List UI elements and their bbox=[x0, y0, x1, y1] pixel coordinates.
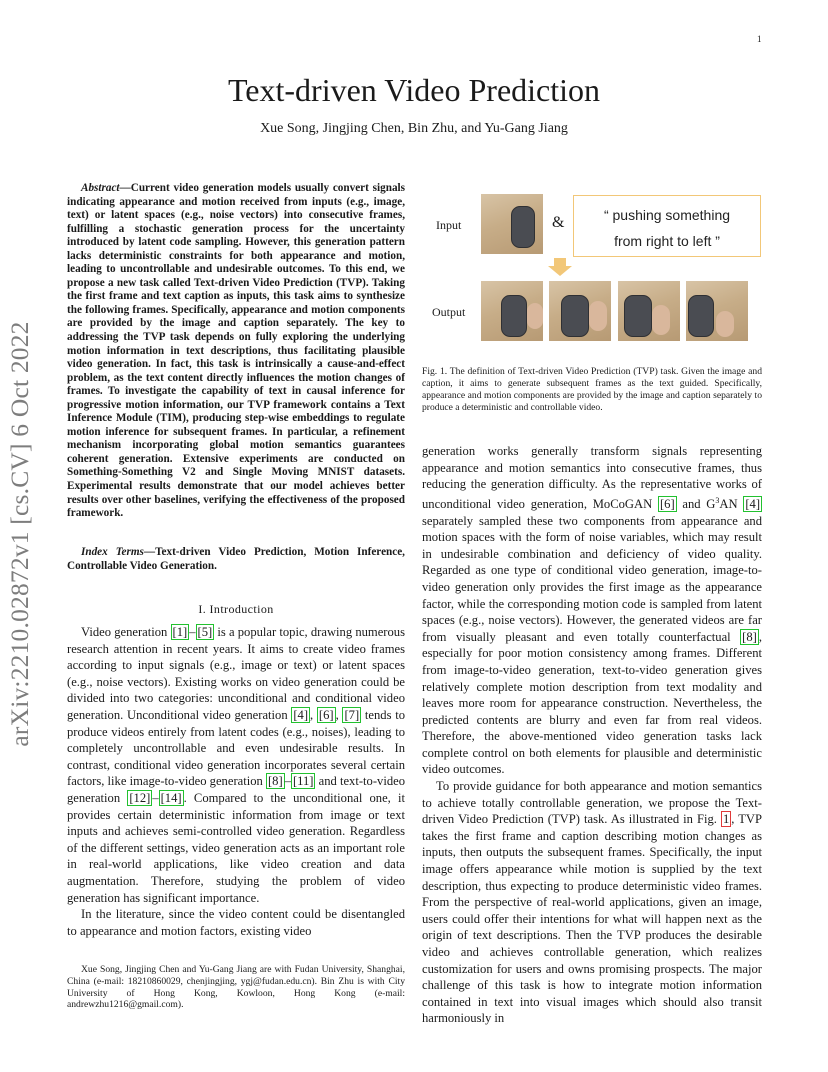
figure-input-label: Input bbox=[436, 218, 462, 232]
citation-link[interactable]: [6] bbox=[659, 496, 675, 511]
citation-link[interactable]: [5] bbox=[197, 625, 213, 639]
arxiv-stamp-text: arXiv:2210.02872v1 [cs.CV] 6 Oct 2022 bbox=[5, 321, 34, 747]
figure-caption: Fig. 1. The definition of Text-driven Video Prediction (TVP) task. Given the image and caption, it aims to generate subsequent frames as the text guided. Specifically, appearance and motion components are provided by the image and caption separately to produce a deterministic and controllable video. bbox=[422, 366, 762, 413]
citation-link[interactable]: [11] bbox=[292, 774, 314, 789]
paper-authors: Xue Song, Jingjing Chen, Bin Zhu, and Yu-Gang Jiang bbox=[260, 121, 568, 136]
right-column-body bbox=[422, 443, 762, 1027]
citation-link[interactable]: [7] bbox=[344, 707, 360, 722]
citation-link[interactable]: [6] bbox=[318, 707, 334, 722]
output-frame-image bbox=[686, 281, 748, 341]
abstract-text: —Current video generation models usually convert signals indicating appearance and motion received from inputs (e.g., image, text) or latent spaces (e.g., noise vectors) into consecutive frames, fulfilling a stochastic generation process for the uncertainty introduced by latent code sampling. However, this generation pattern lacks deterministic constraints for both appearance and motion, leading to uncontrollable and undesirable outcomes. To this end, we propose a new task called Text-driven Video Prediction (TVP). Taking the first frame and text caption as inputs, this task aims to synthesize the following frames. Specifically, appearance and motion components are provided by the image and caption separately. The key to addressing the TVP task depends on fully exploring the underlying motion information in text descriptions, thus facilitating plausible video generation. In fact, this task is intrinsically a cause-and-effect problem, as the text content directly influences the motion changes of frames. To investigate the capability of text in causal inference for progressive motion information, our TVP framework contains a Text Inference Module (TIM), producing step-wise embeddings to regulate motion inference for subsequent frames. In particular, a refinement mechanism incorporating global motion semantics guarantees coherent generation. Extensive experiments are conducted on Something-Something V2 and Single Moving MNIST datasets. Experimental results demonstrate that our model achieves better results over other baselines, verifying the effectiveness of the proposed framework. bbox=[67, 182, 405, 520]
index-terms-text: —Text-driven Video Prediction, Motion Inference, Controllable Video Generation. bbox=[67, 546, 405, 572]
section-heading: I. Introduction bbox=[198, 602, 274, 616]
citation-link[interactable]: [12] bbox=[129, 790, 151, 805]
page-number: 1 bbox=[757, 34, 762, 44]
citation-link[interactable]: [14] bbox=[160, 790, 182, 805]
citation-link[interactable]: [4] bbox=[293, 707, 309, 722]
arxiv-stamp bbox=[0, 0, 42, 1072]
left-column-body bbox=[67, 624, 405, 939]
figure-reference-link[interactable]: 1 bbox=[722, 812, 730, 827]
paper-title: Text-driven Video Prediction bbox=[227, 72, 601, 108]
footnote: Xue Song, Jingjing Chen and Yu-Gang Jiang are with Fudan University, Shanghai, China (e-mail: 18210860029, chenjingjing, ygj@fudan.edu.cn). Bin Zhu is with City University of Hong Kong, Kowloon, Hong Kong (e-mail: andrewzhu1216@gmail.com). bbox=[67, 964, 405, 1011]
intro-paragraph-1: Video generation [1] – [5] is a popular topic, drawing numerous research attention in recent years. It aims to create video frames according to input signals (e.g., image or text) or latent spaces (e.g., noise vectors). Existing works on video generation could be divided into two categories: unconditional and conditional video generation. Unconditional video generation [4] , [6] , [7] tends to produce videos entirely from latent codes (e.g., noises), leading to completely uncontrollable and even undesirable results. In contrast, conditional video generation incorporates several certain factors, like image-to-video generation [8] – [11] and text-to-video generation [12] – [14] . Compared to the unconditional one, it provides certain deterministic information from image or text inputs and achieves semi-controlled video generation. Regardless of the different settings, video generation acts as an important role in real-world applications, like video creation and data augmentation. Therefore, studying the problem of video generation has significant importance. bbox=[67, 625, 406, 905]
index-terms bbox=[67, 546, 405, 573]
ampersand: & bbox=[552, 214, 565, 231]
citation-link[interactable]: [4] bbox=[745, 496, 761, 511]
abstract-label: Abstract bbox=[81, 182, 120, 194]
text-caption-content: “ pushing something from right to left ” bbox=[603, 207, 731, 249]
citation-link[interactable]: [1] bbox=[172, 625, 188, 639]
figure-output-label: Output bbox=[432, 305, 466, 319]
index-terms-label: Index Terms bbox=[81, 546, 144, 558]
down-arrow-icon bbox=[548, 258, 572, 276]
output-frame-image bbox=[549, 281, 611, 341]
intro-paragraph-2: In the literature, since the video content could be disentangled to appearance and motion factors, existing video bbox=[67, 907, 405, 938]
input-frame-image bbox=[481, 194, 543, 254]
text-caption-bubble bbox=[573, 195, 761, 257]
output-frame-image bbox=[481, 281, 543, 341]
citation-link[interactable]: [8] bbox=[267, 774, 283, 789]
right-paragraph-1: generation works generally transform signals representing appearance and motion semantics into consecutive frames, thus reducing the generation difficulty. As the representative works of unconditional video generation, MoCoGAN [6] and $G^3AN$ [4] separately sampled these two components from appearance and motion spaces with the form of noise variables, which may result in undesirable combination and deficiency of video quality. Regarded as one type of conditional video generation, image-to-video generation only provides the first image as the appearance factor, while the corresponding motion code is sampled from latent spaces (e.g., noise vectors). However, the generated videos are far from visually pleasant and even totally counterfactual [8] , especially for poor motion consistency among frames. Different from image-to-video generation, text-to-video generation gives relatively complete motion description from text modality and leaves more room for appearance construction. Nevertheless, the predicted contents are blurry and even far from real videos. Therefore, the above-mentioned video generation tasks lack complete control on both elements for plausible and deterministic video outcomes. bbox=[422, 444, 762, 777]
citation-link[interactable]: [8] bbox=[742, 629, 757, 644]
output-frame-image bbox=[618, 281, 680, 341]
right-paragraph-2: To provide guidance for both appearance and motion semantics to achieve totally controllable generation, we propose the Text-driven Video Prediction (TVP) task. As illustrated in Fig. 1 , TVP takes the first frame and caption describing motion changes as inputs, then outputs the subsequent frames. Specifically, the input image offers appearance while motion is supplied by the text description, thus expecting to produce deterministic video frames. From the perspective of real-world applications, given an image, users could offer their intentions for what will happen next as the origin of text descriptions. Then the TVP produces the desirable video and achieves controllable generation, which realizes customization for users and owns promising prospects. The major challenge of this task is how to integrate motion information contained in text into visual images which should also transit harmoniously in bbox=[422, 779, 762, 1026]
abstract bbox=[67, 182, 405, 521]
